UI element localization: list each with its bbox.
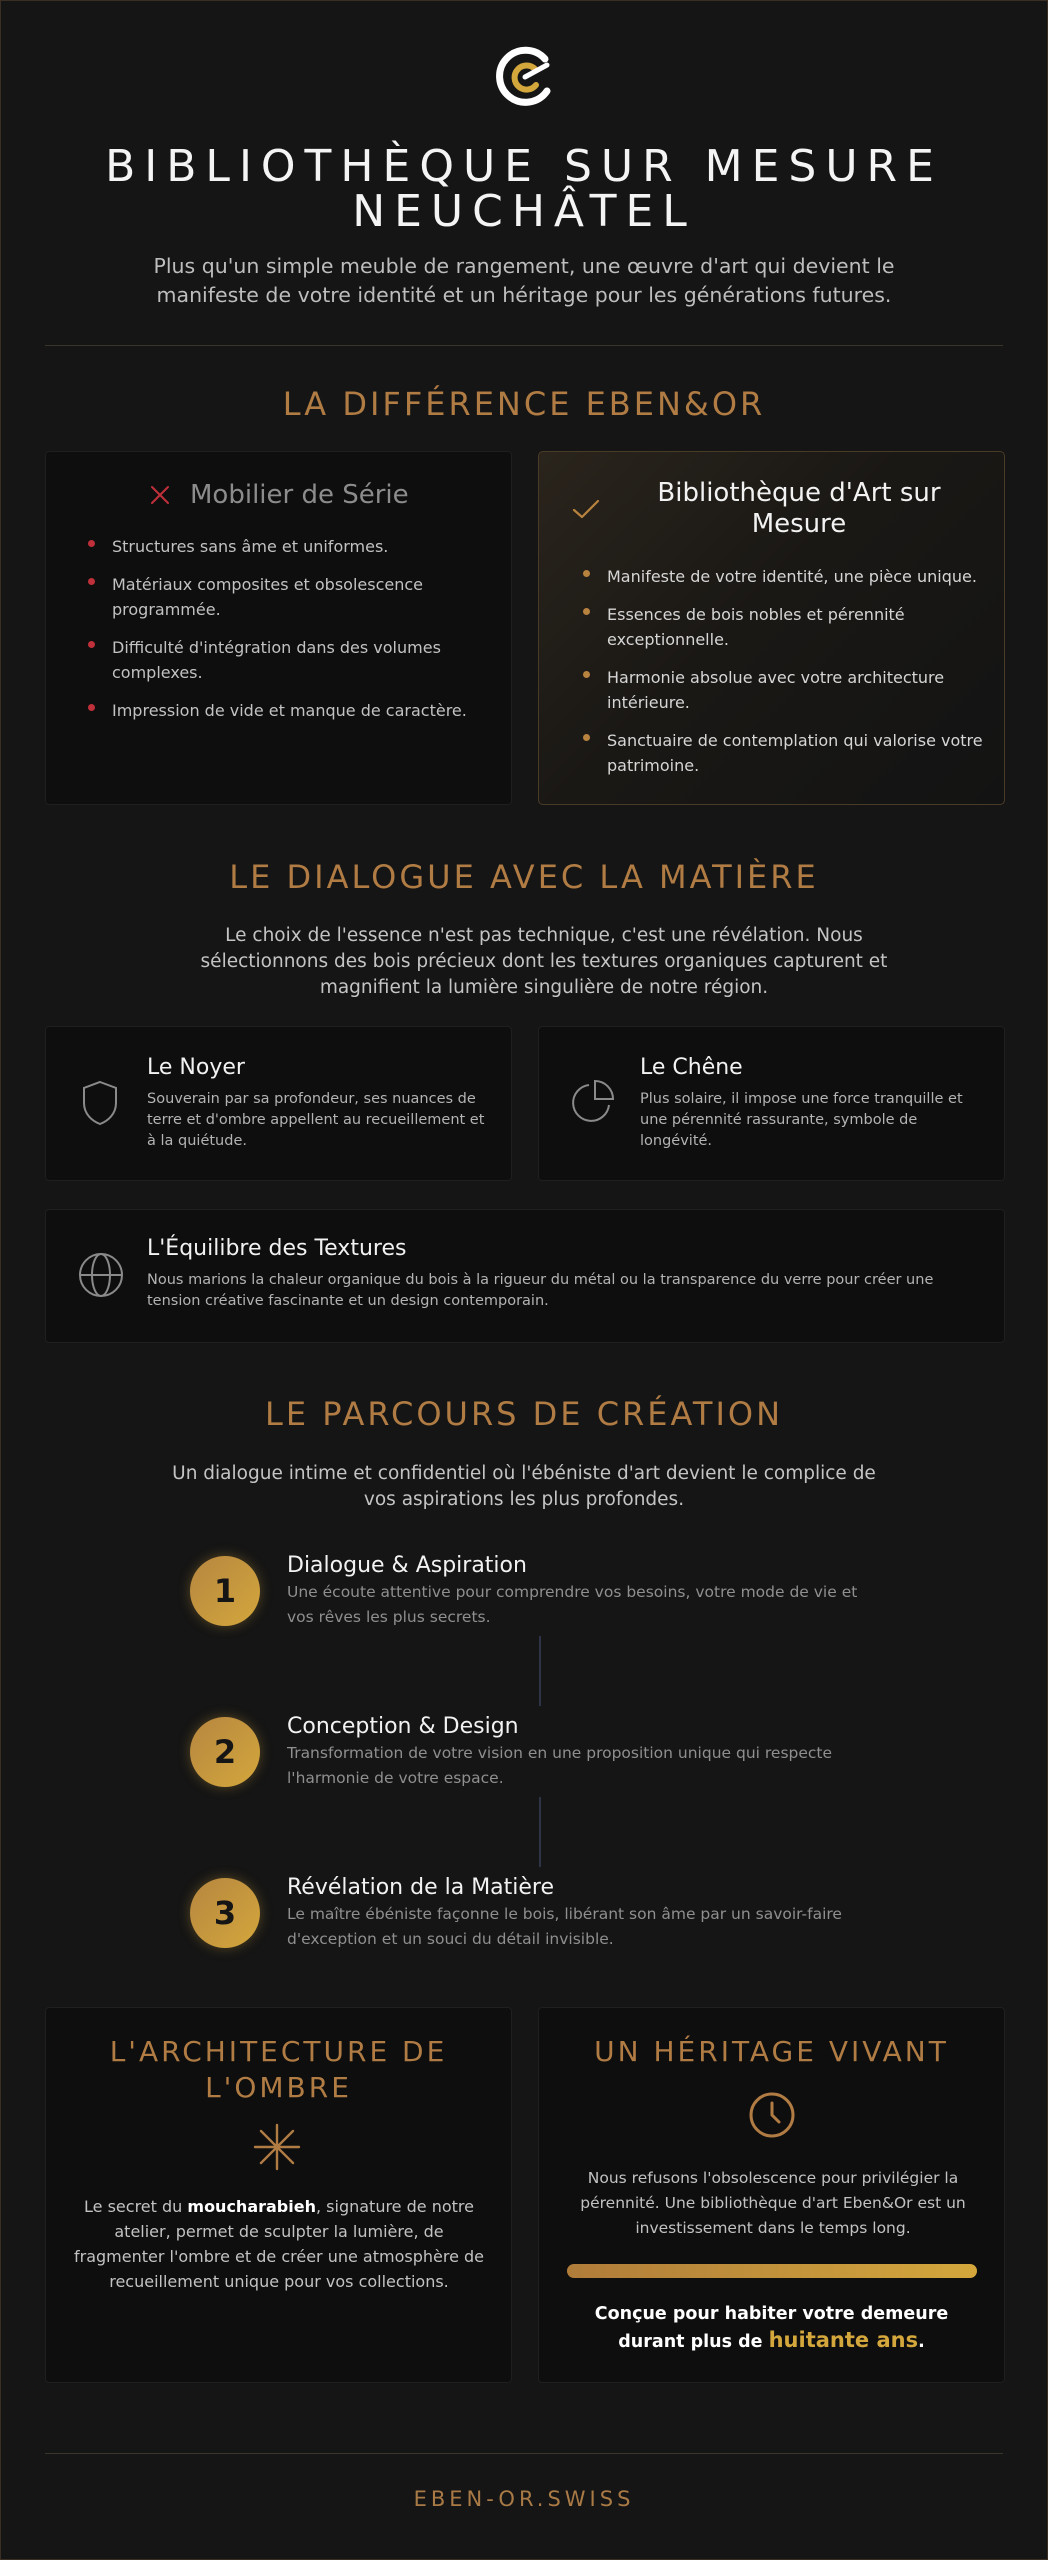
list-item-text: Impression de vide et manque de caractère. <box>112 701 467 720</box>
promise-suffix: . <box>918 2332 925 2352</box>
page-subtitle <box>131 252 917 310</box>
card-bibliotheque-art <box>538 451 1005 805</box>
check-icon <box>571 498 601 520</box>
bullet-dot <box>88 540 95 547</box>
bullet-dot <box>583 671 590 678</box>
bullet-dot <box>583 734 590 741</box>
pie-chart-icon <box>569 1077 617 1125</box>
card-mobilier-serie <box>45 451 512 805</box>
list-item <box>88 534 488 559</box>
page-title-line2: NEUCHÂTEL <box>352 186 696 237</box>
promise-prefix: durant plus de <box>618 2332 769 2352</box>
step-title: Révélation de la Matière <box>287 1875 555 1900</box>
list-item-text: Matériaux composites et obsolescence programmée. <box>112 575 424 619</box>
ombre-text-bold: moucharabieh <box>187 2197 316 2216</box>
card-heritage-vivant <box>538 2007 1005 2383</box>
step-number: 3 <box>190 1878 260 1948</box>
step-title: Dialogue & Aspiration <box>287 1553 527 1578</box>
section-title-matiere: LE DIALOGUE AVEC LA MATIÈRE <box>229 858 819 896</box>
feature-card-textures <box>45 1209 1005 1343</box>
globe-icon <box>76 1250 126 1300</box>
step-number: 2 <box>190 1717 260 1787</box>
list-item <box>583 665 983 715</box>
serie-list <box>88 534 488 736</box>
art-list <box>583 564 983 791</box>
bullet-dot <box>88 641 95 648</box>
feature-card-chene <box>538 1026 1005 1181</box>
promise-highlight: huitante ans <box>768 2328 919 2352</box>
eben-or-logo <box>495 45 555 109</box>
feature-desc: Souverain par sa profondeur, ses nuances de terre et d'ombre appellent au recueillement et à la quiétude. <box>147 1091 485 1149</box>
card-architecture-ombre <box>45 2007 512 2383</box>
subtitle-line2: manifeste de votre identité et un héritage pour les générations futures. <box>156 283 892 307</box>
step-number: 1 <box>190 1556 260 1626</box>
list-item-text: Sanctuaire de contemplation qui valorise votre patrimoine. <box>607 731 983 775</box>
promise-line1: Conçue pour habiter votre demeure <box>594 2304 949 2324</box>
list-item <box>88 698 488 723</box>
list-item-text: Manifeste de votre identité, une pièce unique. <box>607 567 977 586</box>
bullet-dot <box>583 608 590 615</box>
asterisk-icon <box>252 2122 302 2172</box>
matiere-intro: Le choix de l'essence n'est pas technique, c'est une révélation. Nous sélectionnons des bois précieux dont les textures organiques capturent et magnifient la lumière singulière de notre région. <box>200 925 888 998</box>
bullet-dot <box>88 578 95 585</box>
clock-icon <box>747 2090 797 2140</box>
bullet-dot <box>583 570 590 577</box>
footer-site-link[interactable]: EBEN-OR.SWISS <box>413 2487 635 2511</box>
list-item-text: Harmonie absolue avec votre architecture intérieure. <box>607 668 945 712</box>
section-title-difference: LA DIFFÉRENCE EBEN&OR <box>282 385 766 423</box>
ombre-text-start: Le secret du <box>84 2197 188 2216</box>
list-item-text: Structures sans âme et uniformes. <box>112 537 389 556</box>
feature-title: Le Chêne <box>640 1055 743 1080</box>
heritage-text: Nous refusons l'obsolescence pour privilégier la pérennité. Une bibliothèque d'art Eben&Or est un investissement dans le temps long. <box>580 2169 966 2237</box>
feature-card-noyer <box>45 1026 512 1181</box>
step-desc: Transformation de votre vision en une proposition unique qui respecte l'harmonie de votre espace. <box>287 1744 833 1787</box>
section-title-parcours: LE PARCOURS DE CRÉATION <box>264 1395 783 1433</box>
list-item <box>583 564 983 589</box>
page-title-line1: BIBLIOTHÈQUE SUR MESURE <box>105 141 943 192</box>
list-item-text: Difficulté d'intégration dans des volumes complexes. <box>112 638 441 682</box>
card-title-heritage: UN HÉRITAGE VIVANT <box>594 2035 949 2068</box>
step-title: Conception & Design <box>287 1714 519 1739</box>
card-head-serie <box>148 480 409 510</box>
feature-title: L'Équilibre des Textures <box>147 1236 407 1261</box>
card-title-serie: Mobilier de Série <box>190 480 409 510</box>
footer-divider <box>45 2453 1003 2454</box>
ombre-text <box>74 2194 484 2294</box>
list-item <box>88 635 488 685</box>
card-title-art: Bibliothèque d'Art sur Mesure <box>657 478 941 539</box>
list-item <box>88 572 488 622</box>
card-title-ombre: L'ARCHITECTURE DE L'OMBRE <box>109 2035 448 2104</box>
heritage-promise <box>559 2301 984 2355</box>
step-connector <box>539 1797 541 1867</box>
feature-desc: Plus solaire, il impose une force tranquille et une pérennité rassurante, symbole de longévité. <box>640 1091 963 1149</box>
step-desc: Une écoute attentive pour comprendre vos besoins, votre mode de vie et vos rêves les plus secrets. <box>287 1583 858 1626</box>
bullet-dot <box>88 704 95 711</box>
feature-desc: Nous marions la chaleur organique du bois à la rigueur du métal ou la transparence du verre pour créer une tension créative fascinante et un design contemporain. <box>147 1272 934 1309</box>
heritage-progress-bar <box>567 2264 977 2278</box>
ombre-text-end: , signature de notre atelier, permet de sculpter la lumière, de fragmenter l'ombre et de créer une atmosphère de recueillement unique pour vos collections. <box>74 2197 485 2291</box>
feature-title: Le Noyer <box>147 1055 245 1080</box>
promise-line2 <box>559 2327 984 2355</box>
shield-icon <box>80 1079 120 1127</box>
step-connector <box>539 1636 541 1706</box>
subtitle-line1: Plus qu'un simple meuble de rangement, une œuvre d'art qui devient le <box>153 254 895 278</box>
cross-icon <box>148 483 172 507</box>
parcours-intro: Un dialogue intime et confidentiel où l'ébéniste d'art devient le complice de vos aspirations les plus profondes. <box>172 1463 876 1510</box>
divider <box>45 345 1003 346</box>
list-item <box>583 728 983 778</box>
list-item-text: Essences de bois nobles et pérennité exceptionnelle. <box>607 605 905 649</box>
list-item <box>583 602 983 652</box>
page-title <box>1 141 1047 237</box>
step-desc: Le maître ébéniste façonne le bois, libérant son âme par un savoir-faire d'exception et un souci du détail invisible. <box>287 1905 842 1948</box>
